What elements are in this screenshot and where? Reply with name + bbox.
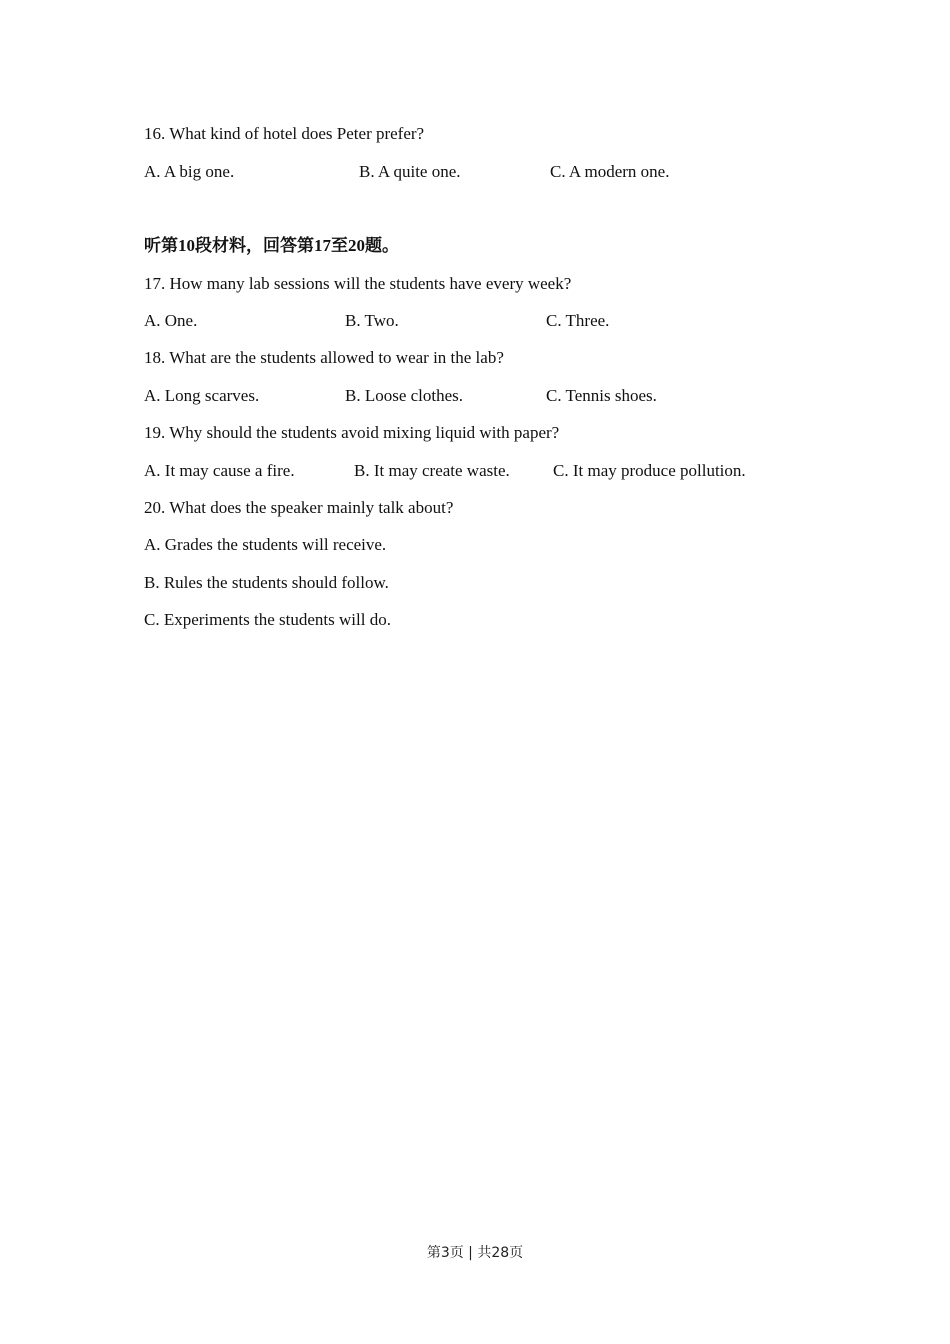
q17-option-b: B. Two. [345, 311, 399, 330]
page-footer: 第3页 | 共28页 [426, 1245, 524, 1261]
question-19: 19. Why should the students avoid mixing liquid with paper? [144, 423, 560, 442]
question-17: 17. How many lab sessions will the students have every week? [144, 274, 572, 293]
q16-option-b: B. A quite one. [359, 162, 461, 181]
q19-option-b: B. It may create waste. [354, 461, 510, 480]
question-20: 20. What does the speaker mainly talk about? [144, 498, 454, 517]
q16-option-a: A. A big one. [144, 162, 235, 181]
q18-option-a: A. Long scarves. [144, 386, 260, 405]
q18-option-c: C. Tennis shoes. [546, 386, 657, 405]
q19-option-a: A. It may cause a fire. [144, 461, 295, 480]
q17-option-a: A. One. [144, 311, 198, 330]
q19-option-c: C. It may produce pollution. [553, 461, 746, 480]
q20-option-a: A. Grades the students will receive. [144, 535, 387, 554]
q16-option-c: C. A modern one. [550, 162, 670, 181]
q20-option-c: C. Experiments the students will do. [144, 610, 391, 629]
question-16: 16. What kind of hotel does Peter prefer? [144, 124, 425, 143]
q20-option-b: B. Rules the students should follow. [144, 573, 389, 592]
section-heading: 听第10段材料，回答第17至20题。 [144, 236, 399, 255]
question-18: 18. What are the students allowed to wear in the lab? [144, 348, 504, 367]
q17-option-c: C. Three. [546, 311, 610, 330]
q18-option-b: B. Loose clothes. [345, 386, 464, 405]
